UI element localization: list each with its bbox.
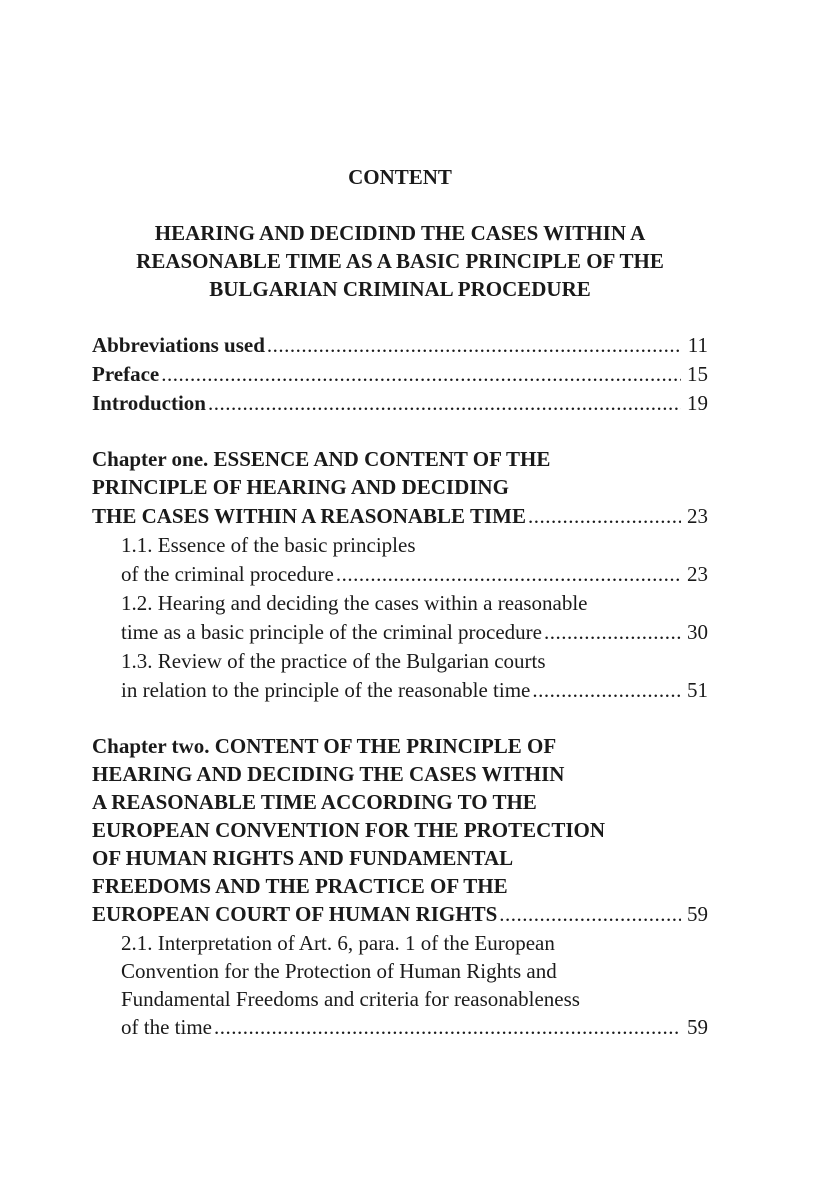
chapter-two-title-line: EUROPEAN CONVENTION FOR THE PROTECTION [92,818,606,842]
toc-entry-label: THE CASES WITHIN A REASONABLE TIME [92,504,526,528]
chapter-one-title-last-line [92,502,708,530]
toc-entry-page: 59 [687,1015,708,1039]
toc-entry-introduction [92,389,708,417]
dot-leader [532,676,681,704]
section-1-1-last-line [121,560,708,588]
toc-entry-label: Preface [92,362,160,386]
toc-entry-label: EUROPEAN COURT OF HUMAN RIGHTS [92,902,498,926]
section-1-2-last-line [121,618,708,646]
toc-entry-page: 23 [687,504,708,528]
toc-entry-label: of the criminal procedure [121,562,334,586]
dot-leader [499,900,681,928]
book-title: HEARING AND DECIDIND THE CASES WITHIN A REASONABLE TIME AS A BASIC PRINCIPLE OF THE BULGARIAN CRIMINAL PROCEDURE [136,221,664,301]
chapter-one-title-line: PRINCIPLE OF HEARING AND DECIDING [92,475,509,499]
toc-entry-page: 51 [687,678,708,702]
section-1-3-last-line [121,676,708,704]
toc-entry-page: 30 [687,620,708,644]
dot-leader [208,389,681,417]
toc-entry-label: Introduction [92,391,206,415]
toc-entry-page: 59 [687,902,708,926]
toc-entry-abbreviations [92,331,708,359]
dot-leader [214,1013,681,1041]
section-1-3-line: 1.3. Review of the practice of the Bulgarian courts [121,649,546,673]
section-2-1-line: Convention for the Protection of Human Rights and [121,959,557,983]
toc-entry-page: 23 [687,562,708,586]
chapter-two-title-last-line [92,900,708,928]
toc-entry-page: 11 [687,333,708,357]
toc-entry-label: in relation to the principle of the reasonable time [121,678,531,702]
dot-leader [528,502,681,530]
dot-leader [336,560,681,588]
chapter-two-title-line: OF HUMAN RIGHTS AND FUNDAMENTAL [92,846,514,870]
toc-entry-label: Abbreviations used [92,333,265,357]
chapter-two-title-line: Chapter two. CONTENT OF THE PRINCIPLE OF [92,734,557,758]
dot-leader [161,360,681,388]
section-1-1-line: 1.1. Essence of the basic principles [121,533,416,557]
toc-entry-page: 15 [687,362,708,386]
toc-entry-preface [92,360,708,388]
section-2-1-line: Fundamental Freedoms and criteria for reasonableness [121,987,580,1011]
chapter-one-title-line: Chapter one. ESSENCE AND CONTENT OF THE [92,447,551,471]
section-1-2-line: 1.2. Hearing and deciding the cases within a reasonable [121,591,588,615]
section-2-1-line: 2.1. Interpretation of Art. 6, para. 1 of the European [121,931,555,955]
chapter-two-title-line: HEARING AND DECIDING THE CASES WITHIN [92,762,565,786]
contents-title: CONTENT [348,165,452,189]
chapter-two-title-line: FREEDOMS AND THE PRACTICE OF THE [92,874,508,898]
dot-leader [267,331,682,359]
chapter-two-title-line: A REASONABLE TIME ACCORDING TO THE [92,790,537,814]
section-2-1-last-line [121,1013,708,1041]
toc-entry-page: 19 [687,391,708,415]
dot-leader [544,618,681,646]
toc-entry-label: of the time [121,1015,212,1039]
toc-entry-label: time as a basic principle of the criminal procedure [121,620,542,644]
